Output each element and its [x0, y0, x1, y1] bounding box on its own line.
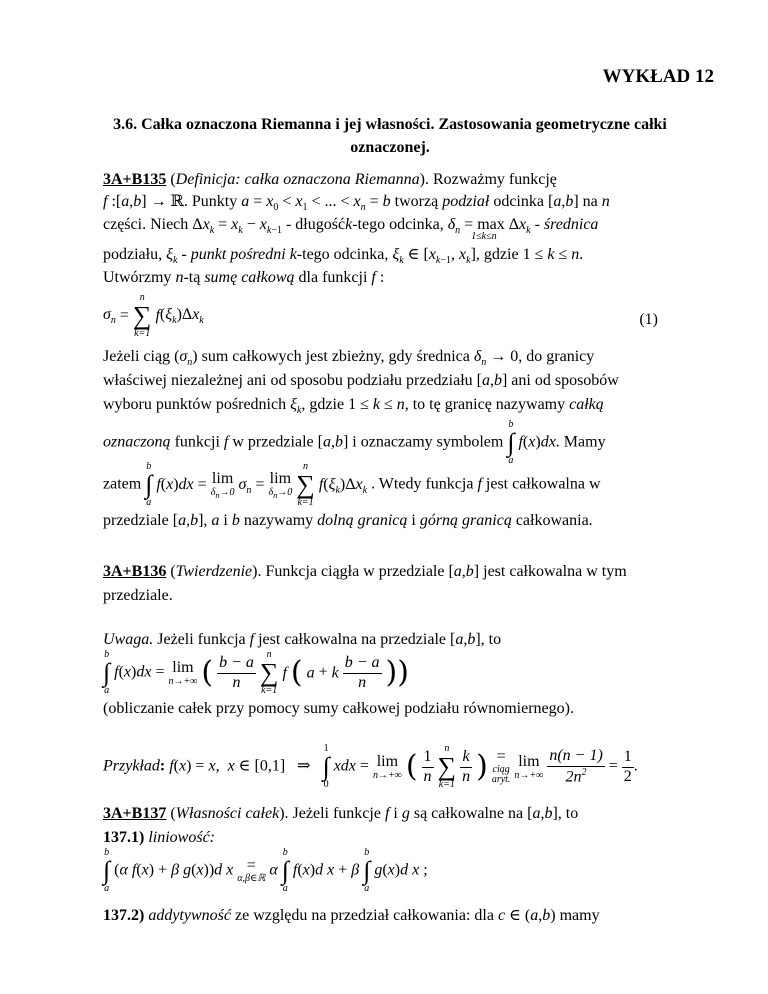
def135-line1: 3A+B135 (Definicja: całka oznaczona Riemanna). Rozważmy funkcję [103, 171, 557, 188]
def135-line3: części. Niech $\Delta x_k = x_k - x_{k-1}$ - długośćk-tego odcinka, $\delta_n = \max$ 1≤k≤n $\Delta x_k$ - średnica [103, 216, 599, 242]
thm136-line2: przedziale. [103, 587, 173, 604]
formula-partition: a [241, 193, 250, 210]
def135-zatem-line: zatem b ∫ a f(x)dx = lim $\delta_n\to 0$ $\sigma_n = \lim$ $\delta_n\to 0$ n ∑ k=1 $f(\xi_k)\Delta x_k$ . Wtedy funkcja f jest całkowalna w [103, 461, 601, 508]
formula-delta-x: $\Delta x_k = x_k - x_{k-1}$ [192, 216, 282, 237]
thm136-label: 3A+B136 [103, 563, 167, 580]
formula-diameter: $\delta_n = \max$ 1≤k≤n $\Delta x_k$ [447, 216, 531, 242]
formula-xi-membership: $\xi_k$ ∈ [$x_{k-1}$, $x_k$] [392, 246, 476, 267]
example-line: Przykład: f(x) = x, x ∈ [0,1] ⇒ 1 ∫ 0 xdx = lim n→+∞ ( $\frac{1}{n}$ n ∑ k=1 $\frac{k}{n}$ ) = ciąg aryt. lim n→+∞ $\frac{n(n - 1)}{2n^2}$ = $\frac{1}{2}$ . [103, 743, 638, 790]
thm136-line1: 3A+B136 (Twierdzenie). Funkcja ciągła w przedziale [a,b] jest całkowalna w tym [103, 563, 627, 580]
def135-line4: podziału, $\xi_k$ - punkt pośredni k-tego odcinka, $\xi_k$ ∈ [$x_{k-1}$, $x_k$], gdzie 1 ≤ k ≤ n. [103, 246, 584, 267]
def135-title: Definicja: całka oznaczona Riemanna [175, 171, 420, 188]
section-title: 3.6. Całka oznaczona Riemanna i jej własności. Zastosowania geometryczne całki oznaczonej. [113, 116, 667, 156]
uwaga-line1: Uwaga. Jeżeli funkcja f jest całkowalna na przedziale [a,b], to [103, 631, 502, 648]
def135-para2-line1: Jeżeli ciąg $(\sigma_n)$ sum całkowych jest zbieżny, gdy średnica $\delta_n \to 0$, do granicy [103, 348, 595, 369]
def135-line5: Utwórzmy n-tą sumę całkową dla funkcji f : [103, 269, 385, 286]
def135-para2-line2: właściwej niezależnej ani od sposobu podziału przedziału [a,b] ani od sposobów [103, 372, 619, 389]
equation-number: (1) [639, 311, 658, 328]
formula-integral-symbol: b ∫ a [507, 419, 515, 466]
uwaga-label: Uwaga. [103, 631, 154, 648]
formula-uniform-sum: b ∫ a f(x)dx = lim n→+∞ ( $\frac{b - a}{n}$ n ∑ k=1 f ( a + k $\frac{b - a}{n}$ )) [103, 649, 409, 696]
formula-k-range: 1 ≤ k ≤ n [522, 246, 580, 263]
uwaga-note: (obliczanie całek przy pomocy sumy całkowej podziału równomiernego). [103, 700, 574, 717]
prop137-label: 3A+B137 [103, 805, 167, 822]
equation-riemann-sum: $\sigma_n$ = n ∑ k=1 $f(\xi_k)\Delta x_k$ [103, 292, 204, 339]
formula-function-domain: f [103, 193, 108, 210]
def135-line2: f :[a,b] → ℝ. Punkty $a = x_0 < x_1$ < ... < $x_n = b$ tworzą podział odcinka [a,b] na n [103, 193, 610, 214]
formula-linearity: b ∫ a (α f(x) + β g(x))d x = α,β∈ℝ α b ∫ a f(x)d x + β b ∫ a g(x)d x ; [103, 847, 428, 894]
prop137-item2: 137.2) addytywność ze względu na przedział całkowania: dla c ∈ (a,b) mamy [103, 907, 600, 924]
prop137-item1-heading: 137.1) liniowość: [103, 829, 215, 846]
def135-para2-line3: wyboru punktów pośrednich $\xi_k$, gdzie 1 ≤ k ≤ n, to tę granicę nazywamy całką [103, 396, 604, 417]
lecture-title: WYKŁAD 12 [602, 66, 714, 87]
example-label: Przykład [103, 757, 160, 775]
def135-para2-line4: oznaczoną funkcji f w przedziale [a,b] i oznaczamy symbolem b ∫ a f(x)dx. Mamy [103, 419, 606, 466]
def135-label: 3A+B135 [103, 171, 167, 188]
formula-definite-integral: b ∫ a f(x)dx = lim $\delta_n\to 0$ $\sigma_n = \lim$ $\delta_n\to 0$ n ∑ k=1 $f(\xi_k)\Delta x_k$ [145, 461, 368, 508]
def135-last-line: przedziale [a,b], a i b nazywamy dolną granicą i górną granicą całkowania. [103, 512, 593, 529]
prop137-line1: 3A+B137 (Własności całek). Jeżeli funkcje f i g są całkowalne na [a,b], to [103, 805, 579, 822]
